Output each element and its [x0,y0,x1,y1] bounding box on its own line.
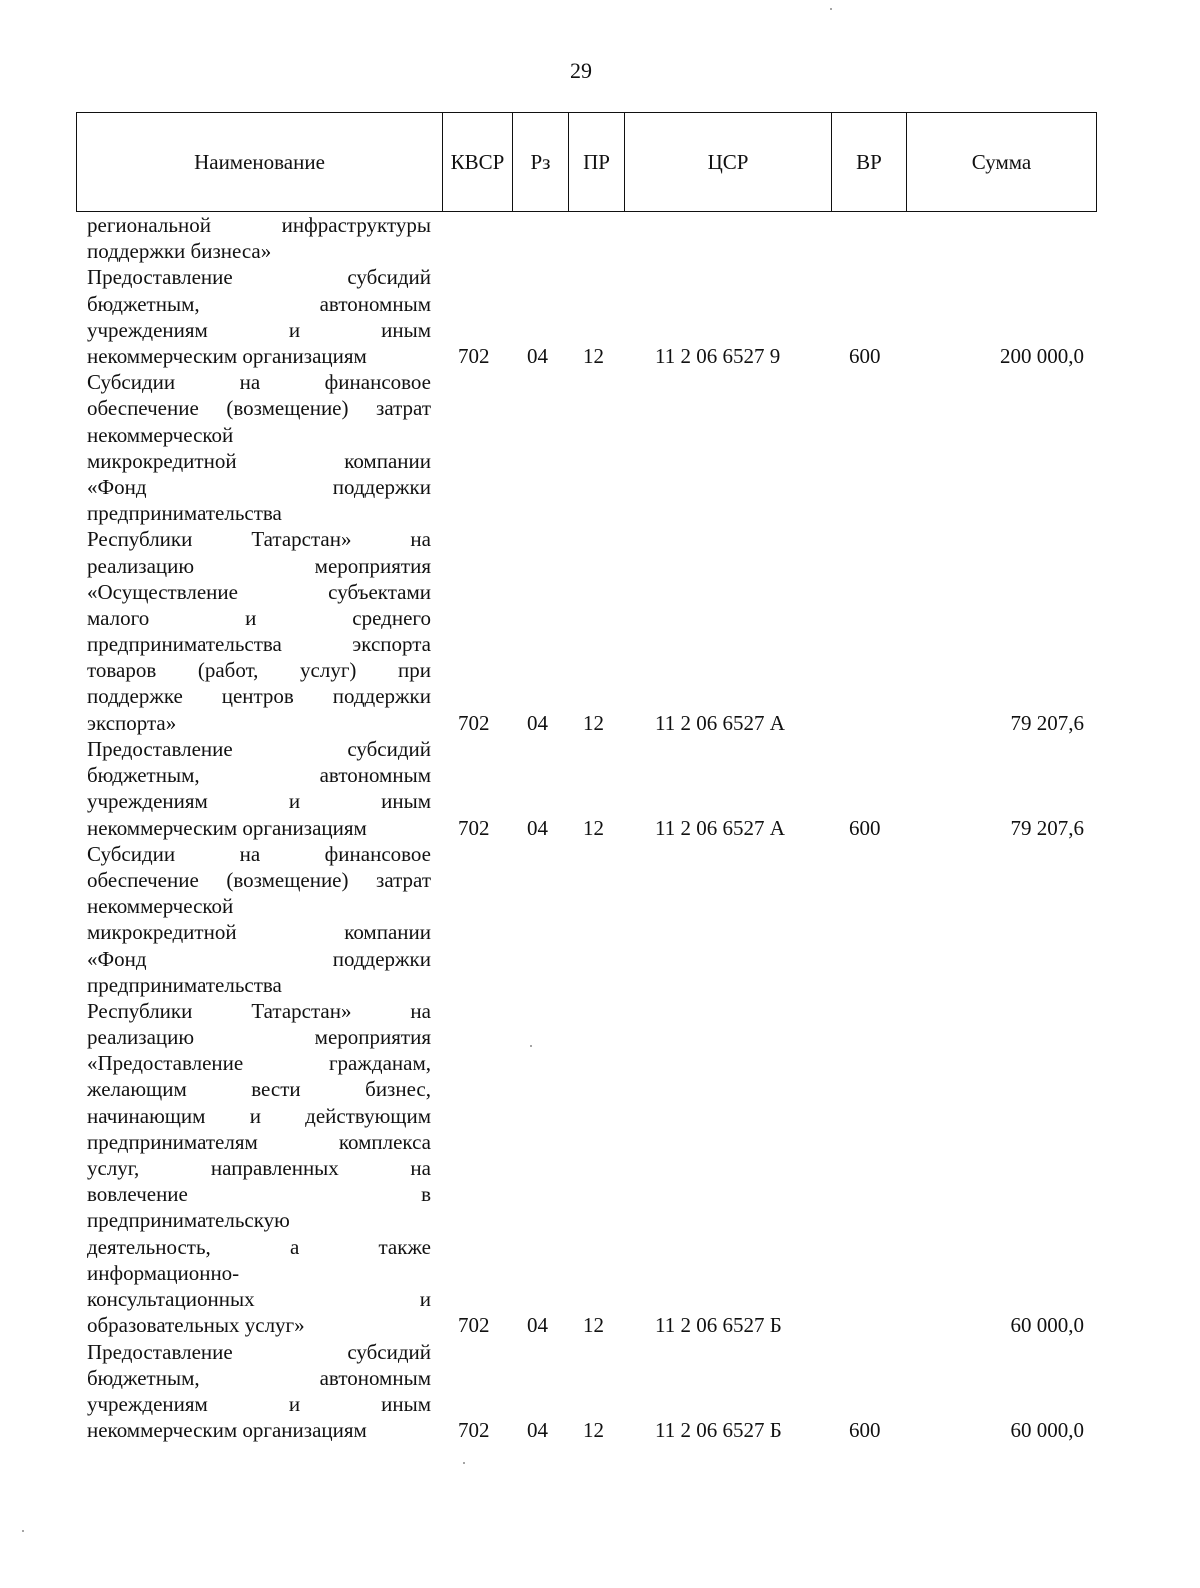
row-name-line: вовлечение в [87,1182,431,1207]
row-name-line: учреждениям и иным [87,1391,431,1416]
table-header [76,112,1097,212]
row-name-line: обеспечение (возмещение) затрат [87,396,431,421]
row-name-line: бюджетным, автономным [87,291,431,316]
row-name-line: бюджетным, автономным [87,1365,431,1390]
row-name-line: учреждениям и иным [87,789,431,814]
row-name-line: микрокредитной компании [87,920,431,945]
table-row [0,841,1200,1339]
cell-pr: 12 [583,815,604,840]
row-name-line: Предоставление субсидий [87,1339,431,1364]
row-name-line: образовательных услуг» [87,1313,305,1338]
cell-pr: 12 [583,1313,604,1338]
cell-vr: 600 [849,815,881,840]
cell-sum: 60 000,0 [1010,1418,1084,1443]
row-name-line: предпринимательства [87,972,282,997]
header-pr: ПР [569,113,625,211]
row-name-line: некоммерческой [87,894,234,919]
row-name-line: обеспечение (возмещение) затрат [87,867,431,892]
row-name [87,1339,431,1444]
row-name-line: «Фонд поддержки [87,474,431,499]
page-number: 29 [570,58,592,83]
row-name [87,369,431,736]
cell-sum: 200 000,0 [1000,343,1084,368]
row-name [87,212,431,264]
cell-kvsr: 702 [458,1313,490,1338]
cell-kvsr: 702 [458,710,490,735]
row-name-line: товаров (работ, услуг) при [87,658,431,683]
row-name-line: региональной инфраструктуры [87,213,431,237]
row-name-line: «Фонд поддержки [87,946,431,971]
table-row [0,212,1200,264]
row-name-line: консультационных и [87,1286,431,1311]
cell-rz: 04 [527,1418,548,1443]
cell-kvsr: 702 [458,1418,490,1443]
table-body [0,212,1200,1443]
table-row [0,369,1200,736]
cell-rz: 04 [527,1313,548,1338]
header-sum: Сумма [971,149,1032,174]
header-name: Наименование [77,113,443,211]
cell-kvsr: 702 [458,343,490,368]
header-kvsr: КВСР [443,113,513,211]
row-name-line: учреждениям и иным [87,317,431,342]
row-name [87,841,431,1339]
table-row [0,264,1200,369]
row-name-line: реализацию мероприятия [87,553,431,578]
row-name [87,736,431,841]
cell-vr: 600 [849,343,881,368]
row-name-line: желающим вести бизнес, [87,1077,431,1102]
header-csr: ЦСР [625,113,832,211]
row-name-line: микрокредитной компании [87,448,431,473]
cell-rz: 04 [527,815,548,840]
cell-csr: 11 2 06 6527 А [655,815,785,840]
header-rz: Рз [513,113,569,211]
row-name-line: бюджетным, автономным [87,763,431,788]
cell-sum: 60 000,0 [1010,1313,1084,1338]
row-name-line: некоммерческим организациям [87,343,367,368]
row-name-line: экспорта» [87,710,177,735]
table-row [0,736,1200,841]
row-name-line: услуг, направленных на [87,1156,431,1181]
row-name-line: поддержке центров поддержки [87,684,431,709]
cell-csr: 11 2 06 6527 А [655,710,785,735]
cell-csr: 11 2 06 6527 Б [655,1418,782,1443]
row-name-line: малого и среднего [87,605,431,630]
cell-sum: 79 207,6 [1010,815,1084,840]
row-name-line: некоммерческой [87,422,234,447]
cell-rz: 04 [527,343,548,368]
row-name-line: информационно- [87,1260,240,1285]
row-name-line: реализацию мероприятия [87,1025,431,1050]
cell-vr: 600 [849,1418,881,1443]
cell-rz: 04 [527,710,548,735]
row-name-line: Республики Татарстан» на [87,998,431,1023]
row-name-line: Субсидии на финансовое [87,841,431,866]
cell-pr: 12 [583,710,604,735]
row-name-line: предпринимателям комплекса [87,1129,431,1154]
row-name-line: предпринимательства [87,501,282,526]
row-name-line: Республики Татарстан» на [87,527,431,552]
cell-csr: 11 2 06 6527 9 [655,343,781,368]
cell-sum: 79 207,6 [1010,710,1084,735]
row-name-line: деятельность, а также [87,1234,431,1259]
row-name-line: Субсидии на финансовое [87,370,431,395]
cell-pr: 12 [583,343,604,368]
row-name-line: «Предоставление гражданам, [87,1051,431,1076]
header-vr: ВР [832,113,907,211]
row-name-line: предпринимательства экспорта [87,632,431,657]
cell-csr: 11 2 06 6527 Б [655,1313,782,1338]
row-name-line: некоммерческим организациям [87,815,367,840]
row-name-line: предпринимательскую [87,1208,290,1233]
row-name-line: «Осуществление субъектами [87,579,431,604]
cell-pr: 12 [583,1418,604,1443]
row-name-line: поддержки бизнеса» [87,239,272,264]
table-row [0,1339,1200,1444]
row-name-line: Предоставление субсидий [87,265,431,290]
cell-kvsr: 702 [458,815,490,840]
row-name [87,264,431,369]
row-name-line: Предоставление субсидий [87,736,431,761]
row-name-line: начинающим и действующим [87,1103,431,1128]
row-name-line: некоммерческим организациям [87,1418,367,1443]
